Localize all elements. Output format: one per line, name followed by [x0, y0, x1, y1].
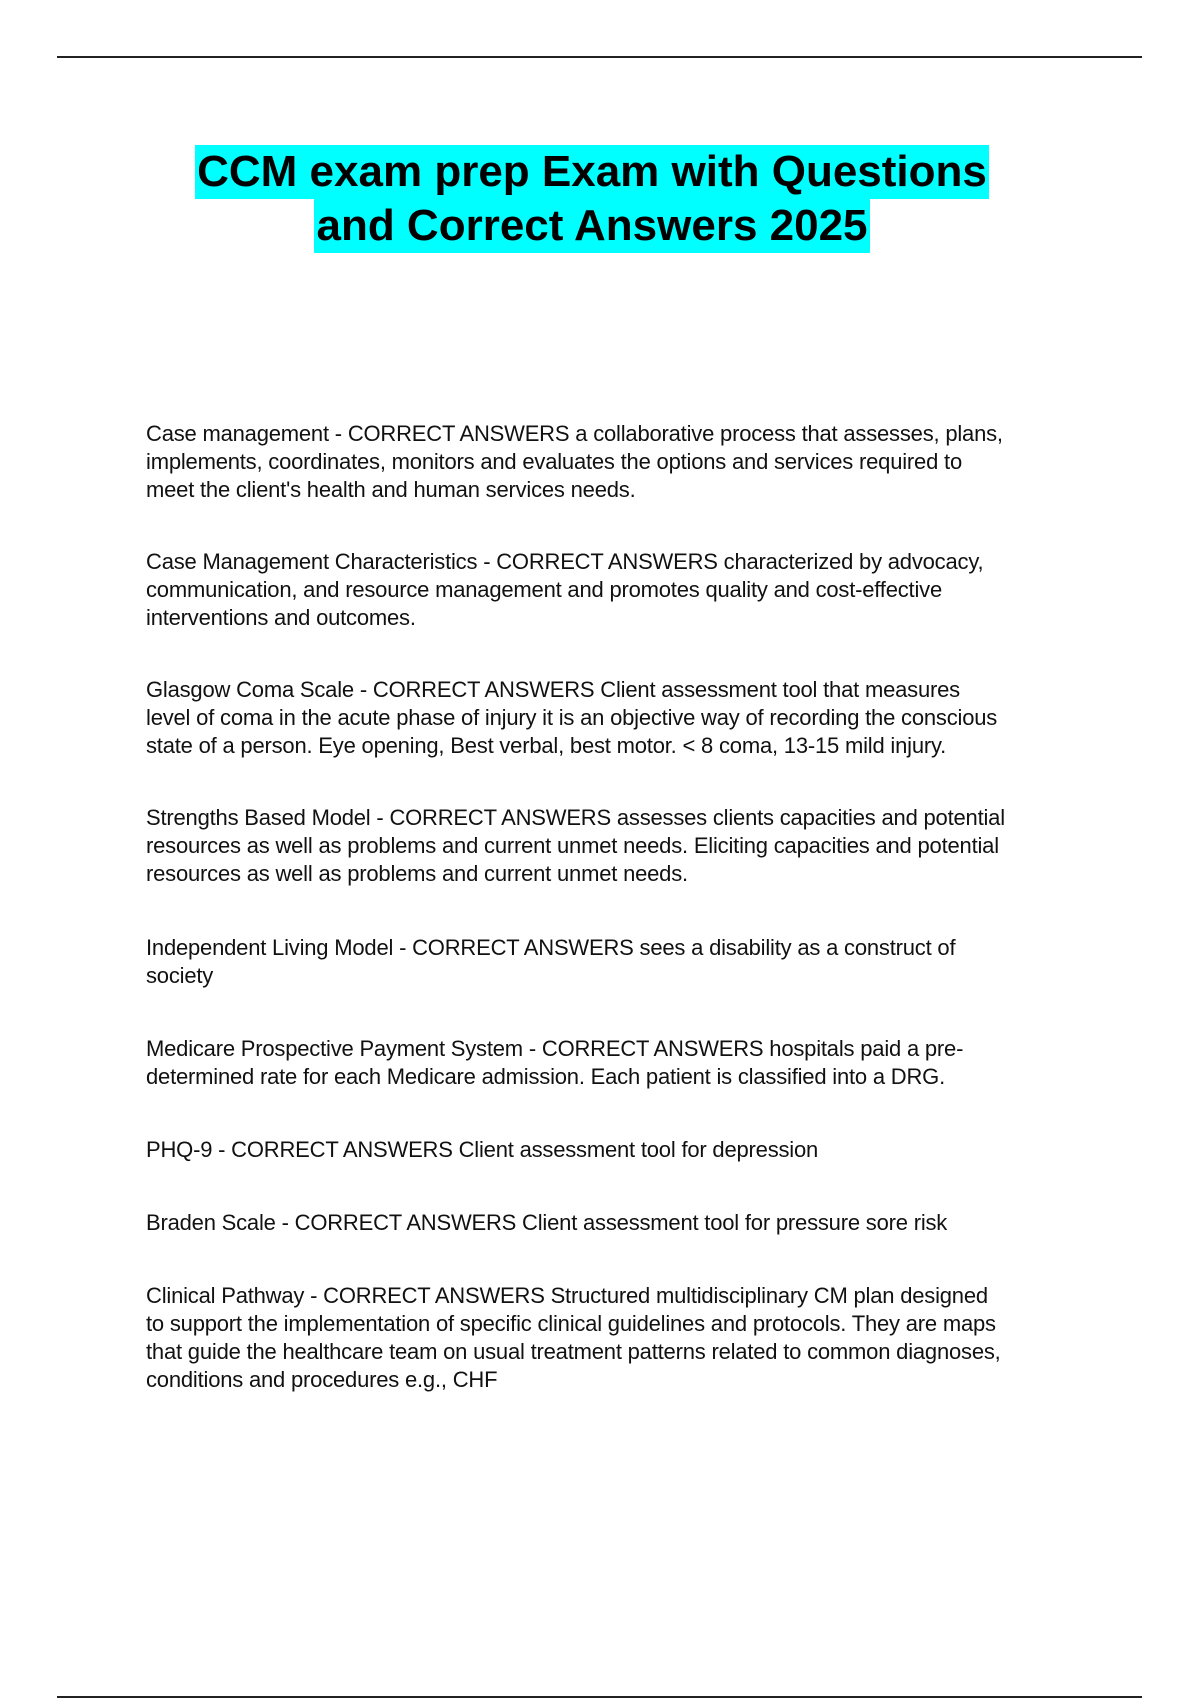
qa-entry-case-management: Case management - CORRECT ANSWERS a collaborative process that assesses, plans, implements, coordinates, monitors and evaluates the options and services required to meet the client's health and human services needs. [146, 421, 1003, 502]
qa-entry-strengths-based-model: Strengths Based Model - CORRECT ANSWERS assesses clients capacities and potential resources as well as problems and current unmet needs. Eliciting capacities and potential resources as well as problems and current unmet needs. [146, 805, 1005, 886]
title-line-2: and Correct Answers 2025 [314, 199, 869, 253]
qa-entry-phq-9: PHQ-9 - CORRECT ANSWERS Client assessment tool for depression [146, 1137, 819, 1162]
qa-list [146, 420, 1101, 1394]
qa-entry-independent-living-model: Independent Living Model - CORRECT ANSWERS sees a disability as a construct of society [146, 935, 956, 988]
qa-entry-case-management-characteristics: Case Management Characteristics - CORRECT ANSWERS characterized by advocacy, communication, and resource management and promotes quality and cost-effective interventions and outcomes. [146, 549, 984, 630]
qa-entry-medicare-pps: Medicare Prospective Payment System - CORRECT ANSWERS hospitals paid a pre- determined rate for each Medicare admission. Each patient is classified into a DRG. [146, 1036, 964, 1089]
qa-entry-clinical-pathway: Clinical Pathway - CORRECT ANSWERS Structured multidisciplinary CM plan designed to support the implementation of specific clinical guidelines and protocols. They are maps that guide the healthcare team on usual treatment patterns related to common diagnoses, conditions and procedures e.g., CHF [146, 1283, 1001, 1392]
footer-rule [57, 1696, 1142, 1698]
qa-entry-braden-scale: Braden Scale - CORRECT ANSWERS Client assessment tool for pressure sore risk [146, 1210, 948, 1235]
document-title [0, 145, 1184, 253]
header-rule [57, 56, 1142, 58]
title-line-1: CCM exam prep Exam with Questions [195, 145, 989, 199]
qa-entry-glasgow-coma-scale: Glasgow Coma Scale - CORRECT ANSWERS Client assessment tool that measures level of coma in the acute phase of injury it is an objective way of recording the conscious state of a person. Eye opening, Best verbal, best motor. < 8 coma, 13-15 mild injury. [146, 677, 998, 758]
